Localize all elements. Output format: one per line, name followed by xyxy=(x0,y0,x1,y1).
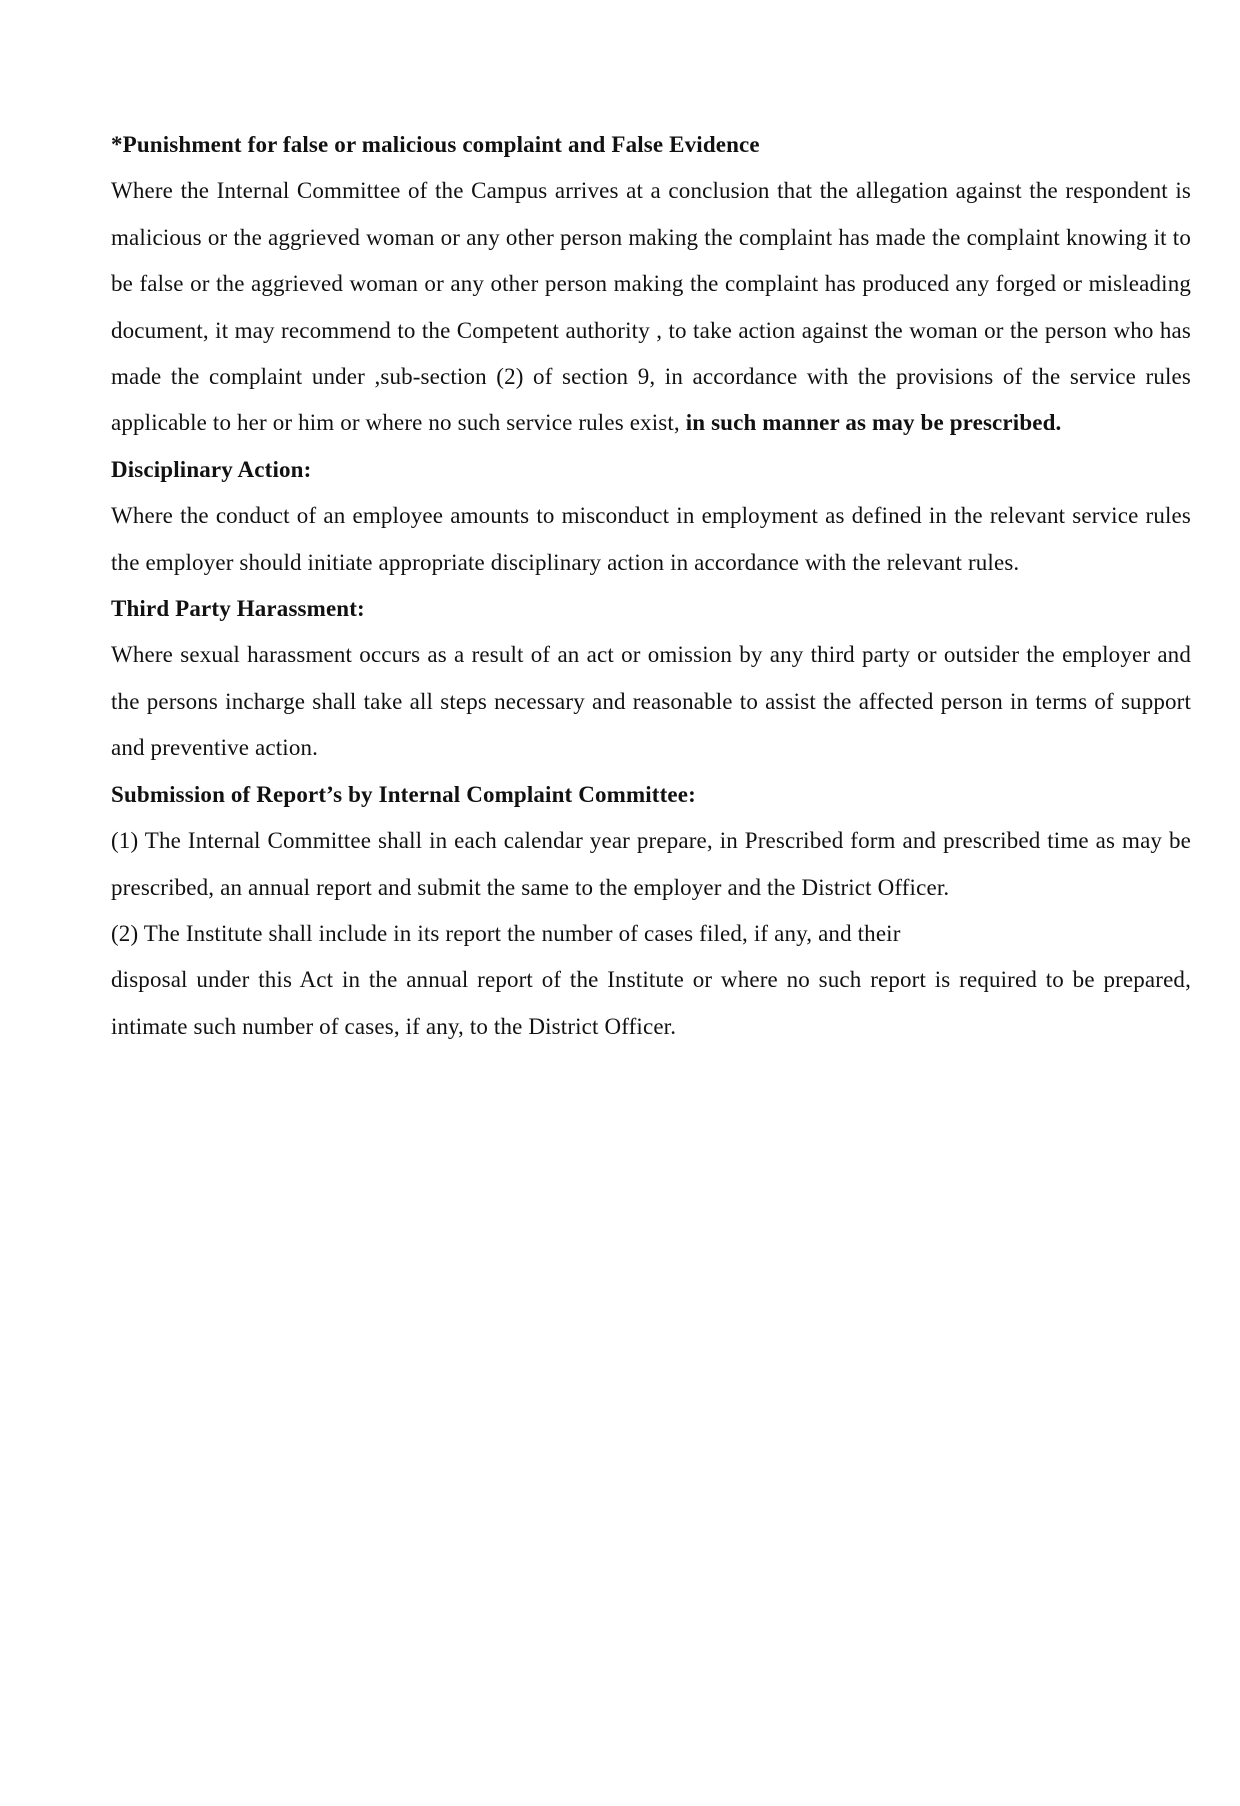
punishment-paragraph xyxy=(111,168,1191,446)
submission-item-2-line-1: (2) The Institute shall include in its report the number of cases filed, if any, and their xyxy=(111,920,901,946)
third-party-heading: Third Party Harassment: xyxy=(111,596,365,622)
punishment-body: Where the Internal Committee of the Campus arrives at a conclusion that the allegation against the respondent is malicious or the aggrieved woman or any other person making the complaint has made the complaint knowing it to be false or the aggrieved woman or any other person making the complaint has produced any forged or misleading document, it may recommend to the Competent authority , to take action against the woman or the person who has made the complaint under ,sub-section (2) of section 9, in accordance with the provisions of the service rules applicable to her or him or where no such service rules exist, xyxy=(111,178,1191,436)
disciplinary-heading: Disciplinary Action: xyxy=(111,456,312,482)
punishment-heading: *Punishment for false or malicious complaint and False Evidence xyxy=(111,132,760,157)
document-page xyxy=(111,122,1191,1050)
third-party-paragraph: Where sexual harassment occurs as a result of an act or omission by any third party or outsider the employer and the persons incharge shall take all steps necessary and reasonable to assist the affected person in terms of support and preventive action. xyxy=(111,642,1191,761)
submission-heading: Submission of Report’s by Internal Complaint Committee: xyxy=(111,781,696,807)
submission-item-1: (1) The Internal Committee shall in each calendar year prepare, in Prescribed form and prescribed time as may be prescribed, an annual report and submit the same to the employer and the District Officer. xyxy=(111,828,1191,900)
disciplinary-paragraph: Where the conduct of an employee amounts to misconduct in employment as defined in the relevant service rules the employer should initiate appropriate disciplinary action in accordance with the relevant rules. xyxy=(111,503,1191,575)
submission-item-2-line-2: disposal under this Act in the annual report of the Institute or where no such report is required to be prepared, intimate such number of cases, if any, to the District Officer. xyxy=(111,967,1191,1039)
punishment-body-bold: in such manner as may be prescribed. xyxy=(685,410,1062,436)
